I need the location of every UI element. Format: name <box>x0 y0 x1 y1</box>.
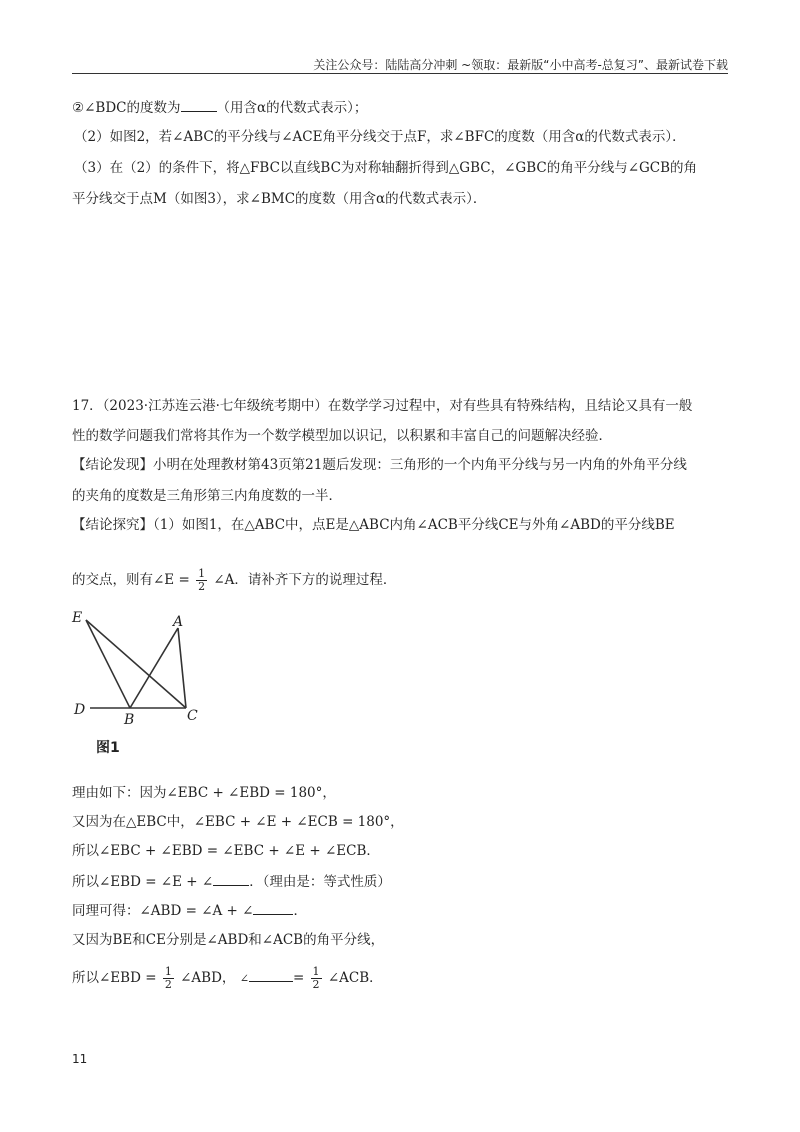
label-e: E <box>72 610 83 626</box>
q16-sub2 <box>72 97 742 118</box>
page-header: 关注公众号：陆陆高分冲刺 ~领取：最新版“小中高考-总复习”、最新试卷下载 <box>313 58 728 72</box>
q17-line4: 的夹角的度数是三角形第三内角度数的一半． <box>72 488 342 504</box>
figure-caption: 图1 <box>96 740 120 756</box>
proof-line1: 理由如下：因为∠EBC + ∠EBD = 180°， <box>72 785 336 801</box>
line-eb <box>86 620 130 708</box>
line-ac <box>178 628 186 708</box>
q17-line1: 17．（2023·江苏连云港·七年级统考期中）在数学学习过程中，对有些具有特殊结构，且结论又具有一般 <box>72 398 693 414</box>
header-divider <box>72 73 728 74</box>
q16-sub2-suffix: （用含α的代数式表示）； <box>216 100 368 116</box>
q17-line5: 【结论探究】（1）如图1，在△ABC中，点E是△ABC内角∠ACB平分线CE与外角∠ABD的平分线BE <box>72 517 675 533</box>
label-c: C <box>187 708 198 724</box>
equals-sign: = <box>292 970 305 986</box>
q17-line2: 性的数学问题我们常将其作为一个数学模型加以识记，以积累和丰富自己的问题解决经验． <box>72 428 612 444</box>
q16-part2: （2）如图2，若∠ABC的平分线与∠ACE角平分线交于点F，求∠BFC的度数（用含α的代数式表示）． <box>74 129 686 145</box>
q17-line6-suffix: ∠A．请补齐下方的说理过程． <box>213 572 397 588</box>
q16-part3-line2: 平分线交于点M（如图3），求∠BMC的度数（用含α的代数式表示）． <box>72 191 487 207</box>
answer-blank[interactable] <box>181 97 217 112</box>
triangle-figure <box>68 600 218 765</box>
angle-symbol: ∠ <box>239 972 249 985</box>
q17-line6 <box>72 568 742 593</box>
label-d: D <box>74 702 86 718</box>
fraction-half: $\frac{1}{2}$ <box>312 965 320 991</box>
line-ba <box>130 628 178 708</box>
fraction-half: $\frac{1}{2}$ <box>164 965 172 991</box>
proof-line5 <box>72 900 742 921</box>
proof-line4-prefix: 所以∠EBD = ∠E + ∠ <box>72 874 214 890</box>
proof-line7-end: ∠ACB． <box>327 970 383 986</box>
q17-line3: 【结论发现】小明在处理教材第43页第21题后发现：三角形的一个内角平分线与另一内角的外角平分线 <box>72 457 687 473</box>
proof-line7-prefix: 所以∠EBD = <box>72 970 157 986</box>
line-ec <box>86 620 186 708</box>
proof-line7-mid: ∠ABD， <box>180 970 236 986</box>
label-a: A <box>173 614 184 630</box>
q17-line6-prefix: 的交点，则有∠E = <box>72 572 190 588</box>
page-number: 11 <box>72 1052 88 1066</box>
answer-blank[interactable] <box>249 967 293 982</box>
proof-line4 <box>72 871 742 892</box>
answer-blank[interactable] <box>253 900 293 915</box>
proof-line7 <box>72 966 742 991</box>
label-b: B <box>124 712 135 728</box>
proof-line4-suffix: ．（理由是：等式性质） <box>249 874 391 890</box>
proof-line5-prefix: 同理可得：∠ABD = ∠A + ∠ <box>72 903 254 919</box>
q16-sub2-prefix: ②∠BDC的度数为 <box>72 100 181 116</box>
proof-line6: 又因为BE和CE分别是∠ABD和∠ACB的角平分线， <box>72 932 385 948</box>
proof-line5-suffix: ． <box>293 903 307 919</box>
proof-line2: 又因为在△EBC中，∠EBC + ∠E + ∠ECB = 180°， <box>72 814 404 830</box>
fraction-half: $\frac{1}{2}$ <box>198 567 206 593</box>
q16-part3-line1: （3）在（2）的条件下，将△FBC以直线BC为对称轴翻折得到△GBC，∠GBC的角平分线与∠GCB的角 <box>74 160 698 176</box>
answer-blank[interactable] <box>213 871 249 886</box>
proof-line3: 所以∠EBC + ∠EBD = ∠EBC + ∠E + ∠ECB． <box>72 843 380 859</box>
